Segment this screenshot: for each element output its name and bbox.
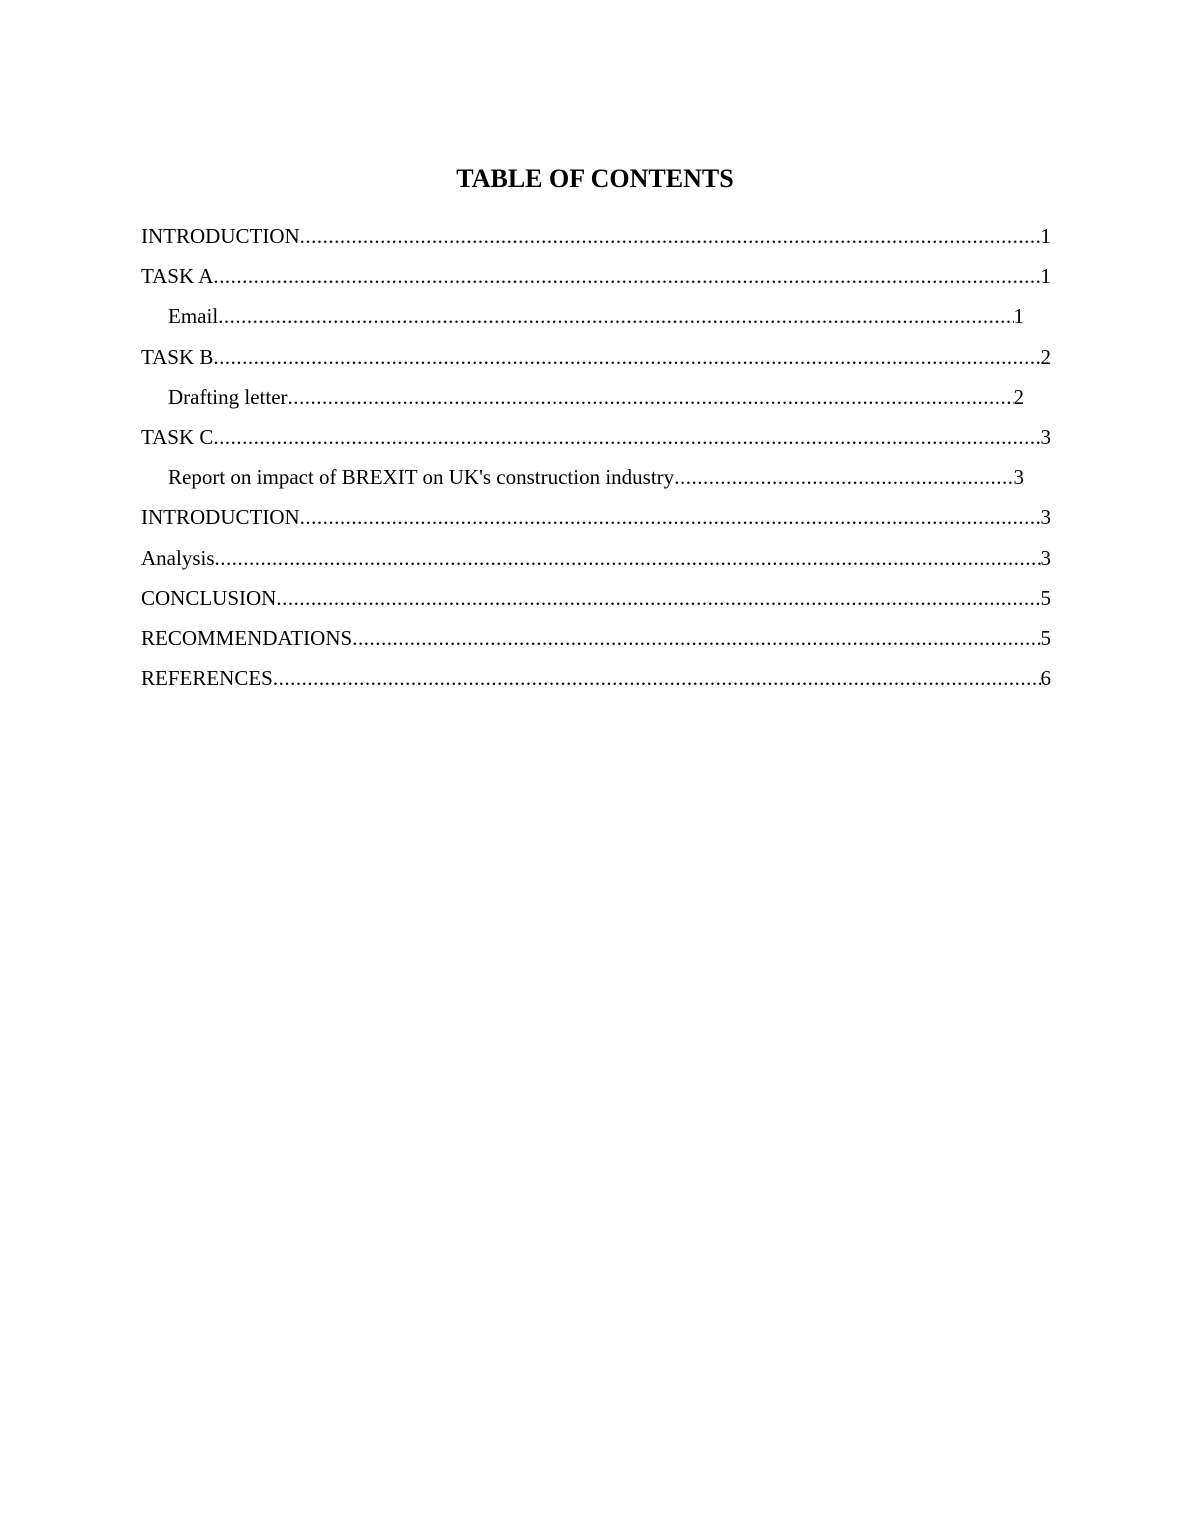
toc-entry-page: 3	[1013, 465, 1024, 490]
toc-entry-email[interactable]	[141, 300, 1024, 340]
toc-entry-page: 2	[1040, 344, 1051, 369]
toc-dot-leader	[300, 501, 1041, 533]
toc-dot-leader	[352, 622, 1040, 654]
toc-entry-page: 3	[1040, 545, 1051, 570]
toc-dot-leader	[276, 582, 1040, 614]
toc-dot-leader	[300, 220, 1041, 252]
toc-entry-label: Email	[168, 304, 219, 329]
toc-entry-recommendations[interactable]	[141, 622, 1051, 662]
toc-entry-page: 3	[1040, 505, 1051, 530]
toc-title: TABLE OF CONTENTS	[456, 164, 734, 193]
toc-entry-label: INTRODUCTION	[141, 505, 300, 530]
toc-dot-leader	[213, 341, 1040, 373]
toc-entry-label: Report on impact of BREXIT on UK's construction industry	[168, 465, 675, 490]
toc-dot-leader	[215, 542, 1041, 574]
toc-entry-introduction-2[interactable]	[141, 501, 1051, 541]
toc-entry-conclusion[interactable]	[141, 582, 1051, 622]
toc-dot-leader	[213, 260, 1040, 292]
toc-entry-page: 5	[1040, 585, 1051, 610]
toc-entry-analysis[interactable]	[141, 542, 1051, 582]
toc-entry-page: 1	[1040, 224, 1051, 248]
toc-entry-page: 1	[1040, 264, 1051, 289]
toc-entry-label: Analysis	[141, 545, 215, 570]
toc-entry-page: 3	[1040, 424, 1051, 449]
toc-entry-label: CONCLUSION	[141, 585, 277, 610]
toc-dot-leader	[288, 381, 1014, 413]
toc-entry-page: 5	[1040, 625, 1051, 650]
toc-entry-page: 6	[1040, 666, 1051, 691]
toc-entry-label: INTRODUCTION	[141, 224, 300, 248]
toc-dot-leader	[218, 300, 1013, 332]
toc-entry-task-c[interactable]	[141, 421, 1051, 461]
toc-entry-brexit-report[interactable]	[141, 461, 1024, 501]
toc-entry-label: TASK B	[141, 344, 214, 369]
toc-entry-task-b[interactable]	[141, 341, 1051, 381]
toc-entry-label: REFERENCES	[141, 666, 273, 691]
toc-entry-task-a[interactable]	[141, 260, 1051, 300]
toc-entry-label: RECOMMENDATIONS	[141, 625, 353, 650]
toc-entry-page: 1	[1013, 304, 1024, 329]
toc-entry-introduction[interactable]	[141, 220, 1051, 260]
toc-entry-page: 2	[1013, 384, 1024, 409]
toc-entry-label: Drafting letter	[168, 384, 288, 409]
toc-entry-drafting-letter[interactable]	[141, 381, 1024, 421]
toc-list	[141, 220, 1051, 702]
toc-entry-references[interactable]	[141, 662, 1051, 702]
toc-entry-label: TASK C	[141, 424, 214, 449]
toc-dot-leader	[213, 421, 1040, 453]
toc-dot-leader	[273, 662, 1041, 694]
toc-entry-label: TASK A	[141, 264, 214, 289]
toc-dot-leader	[674, 461, 1013, 493]
